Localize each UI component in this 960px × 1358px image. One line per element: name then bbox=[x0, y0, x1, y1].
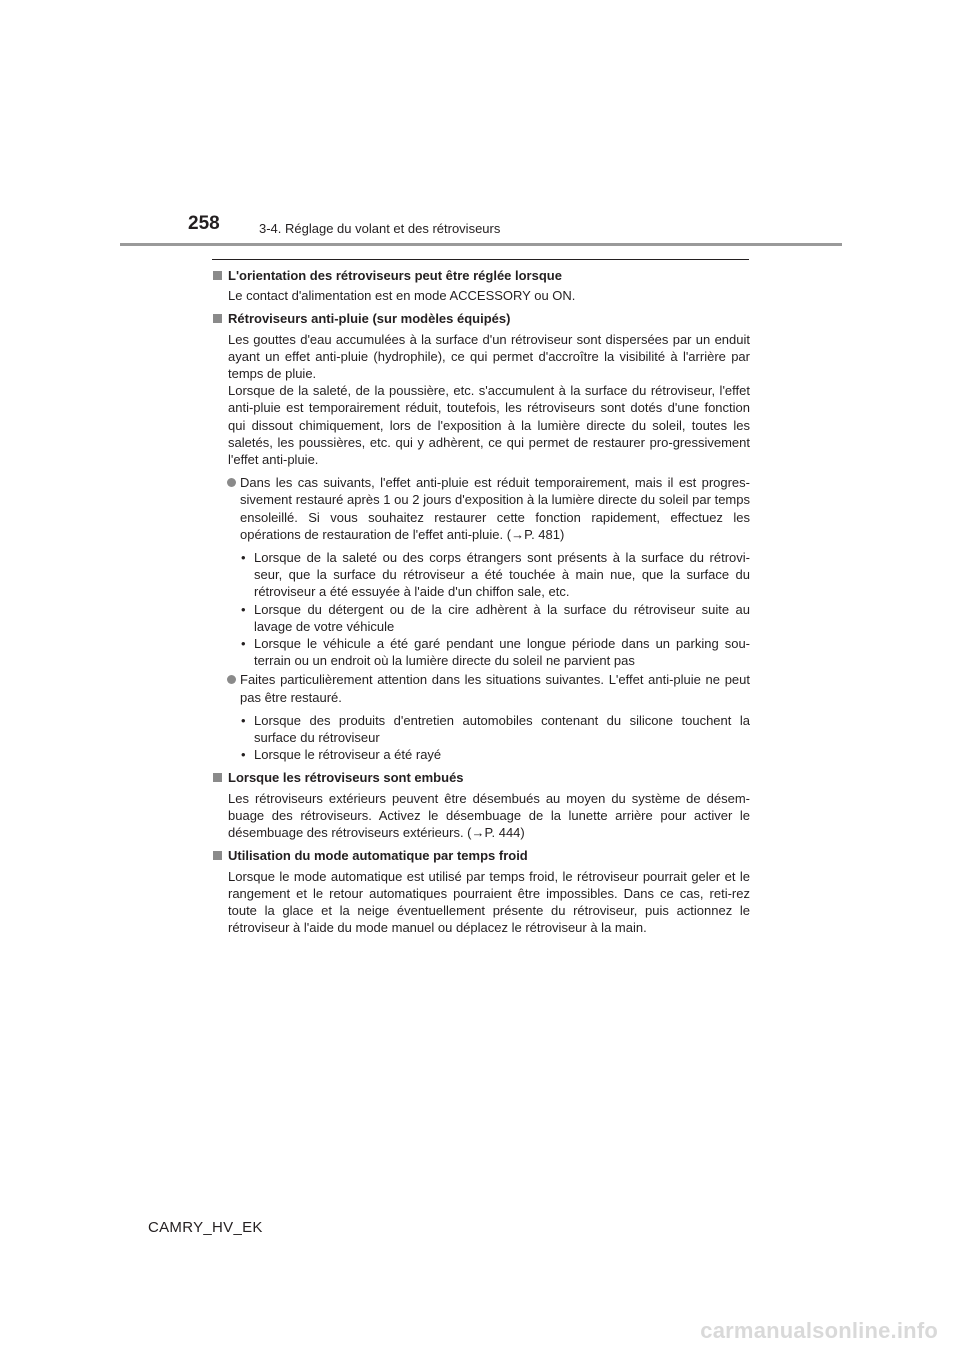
paragraph: Lorsque le mode automatique est utilisé par temps froid, le rétroviseur pourrait geler et le rangement et le retour automatiques pourraient être impossibles. Dans ce cas, reti-rez toute la glace et la neige éventuellement présente du rétroviseur, puis actionnez le rétroviseur à l'aide du mode manuel ou déplacez le rétroviseur à la main. bbox=[228, 868, 750, 936]
dot-marker-icon: • bbox=[241, 747, 246, 763]
circle-bullet-icon bbox=[227, 478, 236, 487]
section-title: 3-4. Réglage du volant et des rétroviseurs bbox=[259, 221, 501, 236]
sub-list-text: Lorsque de la saleté ou des corps étrangers sont présents à la surface du rétrovi-seur, que la surface du rétroviseur a été touchée à main nue, que la surface du rétroviseur a été essuyée à l'aide d'un chiffon sale, etc. bbox=[254, 550, 750, 600]
square-bullet-icon bbox=[213, 314, 222, 323]
paragraph: Lorsque de la saleté, de la poussière, etc. s'accumulent à la surface du rétroviseur, l'effet anti-pluie est temporairement réduit, toutefois, les rétroviseurs sont dotés d'une fonction qui dissout chimiquement, lors de l'exposition à la lumière directe du soleil, toutes les saletés, les poussières, etc. qui y adhèrent, ce qui permet de restaurer pro-gressivement l'effet anti-pluie. bbox=[228, 383, 750, 468]
content-top-rule bbox=[212, 259, 749, 260]
item-heading bbox=[212, 769, 750, 786]
item-heading-text: Utilisation du mode automatique par temps froid bbox=[228, 848, 528, 864]
square-bullet-icon bbox=[213, 851, 222, 860]
paragraph: Les gouttes d'eau accumulées à la surface d'un rétroviseur sont dispersées par un enduit ayant un effet anti-pluie (hydrophile), ce qui permet d'accroître la visibilité à l'arrière par temps de pluie. bbox=[228, 331, 750, 382]
main-content bbox=[212, 267, 750, 936]
dot-marker-icon: • bbox=[241, 712, 246, 728]
page-header bbox=[0, 0, 960, 260]
bullet-text: Faites particulièrement attention dans les situations suivantes. L'effet anti-pluie ne peut pas être restauré. bbox=[240, 672, 750, 705]
item-heading bbox=[212, 267, 750, 284]
dot-marker-icon: • bbox=[241, 601, 246, 617]
bullet-item bbox=[212, 671, 750, 705]
item-heading bbox=[212, 847, 750, 864]
paragraph: Les rétroviseurs extérieurs peuvent être désembués au moyen du système de désem-buage des rétroviseurs. Activez le désembuage de la lunette arrière pour activer le désembuage des rétroviseurs extérieurs. (→P. 444) bbox=[228, 790, 750, 841]
sub-list-text: Lorsque le véhicule a été garé pendant une longue période dans un parking sou-terrain ou un endroit où la lumière directe du soleil ne parvient pas bbox=[254, 636, 750, 669]
sub-list-item bbox=[212, 601, 750, 635]
sub-list-item bbox=[212, 712, 750, 746]
square-bullet-icon bbox=[213, 271, 222, 280]
dot-marker-icon: • bbox=[241, 636, 246, 652]
circle-bullet-icon bbox=[227, 675, 236, 684]
sub-list-text: Lorsque le rétroviseur a été rayé bbox=[254, 747, 442, 763]
item-heading-text: Lorsque les rétroviseurs sont embués bbox=[228, 770, 464, 786]
header-divider bbox=[120, 243, 842, 246]
item-heading bbox=[212, 310, 750, 327]
watermark-link[interactable]: carmanualsonline.info bbox=[700, 1318, 938, 1343]
item-heading-text: Rétroviseurs anti-pluie (sur modèles équipés) bbox=[228, 311, 511, 327]
model-code-footer: CAMRY_HV_EK bbox=[148, 1219, 263, 1236]
sub-list-text: Lorsque du détergent ou de la cire adhèrent à la surface du rétroviseur suite au lavage de votre véhicule bbox=[254, 601, 750, 634]
bullet-item bbox=[212, 474, 750, 543]
sub-list-item bbox=[212, 746, 750, 763]
sub-list-item bbox=[212, 635, 750, 669]
sub-list-item bbox=[212, 549, 750, 601]
paragraph: Le contact d'alimentation est en mode ACCESSORY ou ON. bbox=[228, 288, 576, 304]
item-heading-text: L'orientation des rétroviseurs peut être réglée lorsque bbox=[228, 268, 562, 283]
bullet-text: Dans les cas suivants, l'effet anti-pluie est réduit temporairement, mais il est progres-sivement restauré après 1 ou 2 jours d'exposition à la lumière directe du soleil par temps ensoleillé. Si vous souhaitez restaurer cette fonction rapidement, effectuez les opérations de restauration de l'effet anti-pluie. (→P. 481) bbox=[240, 475, 750, 542]
page-number: 258 bbox=[188, 213, 220, 234]
dot-marker-icon: • bbox=[241, 550, 246, 566]
sub-list-text: Lorsque des produits d'entretien automobiles contenant du silicone touchent la surface du rétroviseur bbox=[254, 712, 750, 746]
square-bullet-icon bbox=[213, 773, 222, 782]
